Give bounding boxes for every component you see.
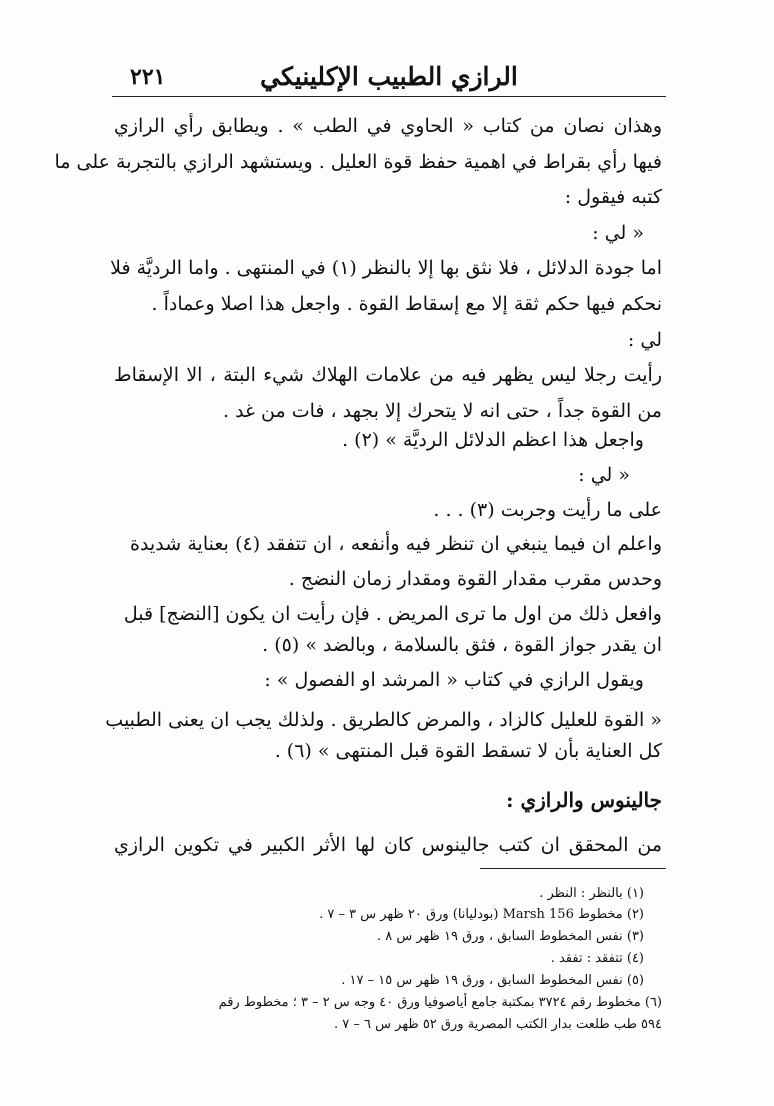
- running-title: الرازي الطبيب الإكلينيكي: [260, 62, 518, 91]
- text-line: رأيت رجلا ليس يظهر فيه من علامات الهلاك شيء البتة ، الا الإسقاط: [114, 364, 662, 386]
- footnote-separator: [480, 868, 666, 869]
- text-line: كتبه فيقول :: [564, 186, 662, 208]
- footnote: (٤) تتفقد : تفقد .: [550, 951, 644, 966]
- text-line: « القوة للعليل كالزاد ، والمرض كالطريق . ولذلك يجب ان يعنى الطبيب: [105, 709, 662, 731]
- text-line: وافعل ذلك من اول ما ترى المريض . فإن رأيت ان يكون [النضج] قبل: [123, 603, 662, 625]
- text-line: فيها رأي بقراط في اهمية حفظ قوة العليل . ويستشهد الرازي بالتجربة على ما: [54, 151, 662, 173]
- text-line: « لي :: [578, 464, 630, 486]
- running-header: [112, 62, 666, 97]
- text-line: لي :: [627, 329, 662, 351]
- section-heading: جالينوس والرازي :: [506, 788, 662, 812]
- text-line: وحدس مقرب مقدار القوة ومقدار زمان النضج .: [288, 568, 662, 590]
- text-line: واعلم ان فيما ينبغي ان تنظر فيه وأنفعه ، ان تتفقد (٤) بعناية شديدة: [130, 533, 662, 555]
- footnote: (٣) نفس المخطوط السابق ، ورق ١٩ ظهر س ٨ .: [376, 929, 644, 944]
- text-line: من القوة جداً ، حتى انه لا يتحرك إلا بجهد ، فات من غد .: [223, 400, 662, 422]
- text-line: « لي :: [592, 222, 644, 244]
- page-number: ٢٢١: [130, 64, 166, 90]
- text-line: نحكم فيها حكم ثقة إلا مع إسقاط القوة . واجعل هذا اصلا وعماداً .: [151, 293, 662, 315]
- text-line: كل العناية بأن لا تسقط القوة قبل المنتهى » (٦) .: [274, 740, 662, 762]
- footnote: (٦) مخطوط رقم ٣٧٢٤ بمكتبة جامع أياصوفيا ورق ٤٠ وجه س ٢ – ٣ ؛ مخطوط رقم: [218, 995, 662, 1010]
- footnote: (٥) نفس المخطوط السابق ، ورق ١٩ ظهر س ١٥ – ١٧ .: [341, 973, 644, 988]
- text-line: على ما رأيت وجربت (٣) . . .: [433, 499, 662, 521]
- footnote: (١) بالنظر : النظر .: [539, 886, 644, 901]
- footnote: ٥٩٤ طب طلعت بدار الكتب المصرية ورق ٥٢ ظهر س ٦ – ٧ .: [334, 1017, 662, 1032]
- text-line: اما جودة الدلائل ، فلا نثق بها إلا بالنظر (١) في المنتهى . واما الرديَّة فلا: [110, 257, 662, 279]
- text-line: واجعل هذا اعظم الدلائل الرديَّة » (٢) .: [342, 429, 644, 451]
- text-line: ويقول الرازي في كتاب « المرشد او الفصول » :: [264, 669, 644, 691]
- text-line: وهذان نصان من كتاب « الحاوي في الطب » . ويطابق رأي الرازي: [114, 115, 662, 137]
- footnote: (٢) مخطوط Marsh 156 (بودليانا) ورق ٢٠ ظهر س ٣ – ٧ .: [319, 907, 644, 922]
- text-line: ان يقدر جواز القوة ، فثق بالسلامة ، وبالضد » (٥) .: [262, 634, 662, 656]
- text-line: من المحقق ان كتب جالينوس كان لها الأثر الكبير في تكوين الرازي: [114, 834, 662, 856]
